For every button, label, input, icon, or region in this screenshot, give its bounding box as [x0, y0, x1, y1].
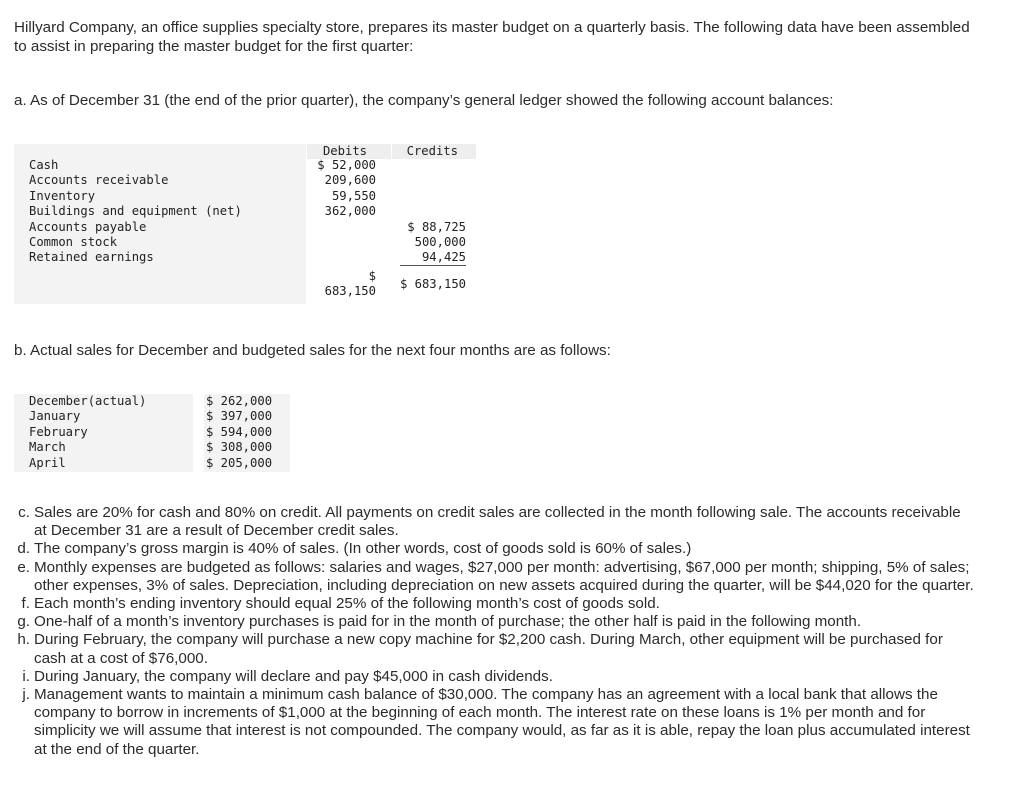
list-item [14, 504, 974, 540]
assumptions-list [14, 504, 974, 759]
debit-value: 362,000 [324, 204, 376, 219]
part-b-heading: b. Actual sales for December and budgeted sales for the next four months are as follows: [14, 342, 611, 359]
list-item [14, 668, 974, 686]
credits-header: Credits [406, 144, 458, 158]
item-text: Each month’s ending inventory should equal 25% of the following month’s cost of goods sold. [34, 595, 660, 613]
intro-paragraph: Hillyard Company, an office supplies specialty store, prepares its master budget on a quarterly basis. The following data have been assembled to assist in preparing the master budget for the first quarter: [14, 19, 970, 55]
credit-value: $ 88,725 [407, 219, 466, 234]
sales-month: January [29, 409, 81, 424]
sales-value: $ 205,000 [206, 455, 273, 470]
item-letter: g. [17, 613, 30, 631]
ledger-table [14, 144, 476, 304]
sales-value: $ 397,000 [206, 409, 273, 424]
item-text: One-half of a month’s inventory purchases is paid for in the month of purchase; the other half is paid in the following month. [34, 613, 862, 631]
sales-value: $ 262,000 [206, 394, 273, 408]
item-text: During February, the company will purchase a new copy machine for $2,200 cash. During March, other equipment will be purchased for cash at a cost of $76,000. [34, 631, 943, 667]
debits-header: Debits [322, 144, 367, 158]
credits-column [388, 220, 466, 266]
part-a-heading: a. As of December 31 (the end of the prior quarter), the company’s general ledger showed the following account balances: [14, 92, 834, 109]
item-text: Sales are 20% for cash and 80% on credit. All payments on credit sales are collected in the month following sale. The accounts receivable at December 31 are a result of December credit sales. [34, 504, 961, 540]
debits-column [304, 158, 376, 220]
sales-value: $ 308,000 [206, 440, 273, 455]
list-item [14, 686, 974, 759]
item-text: Monthly expenses are budgeted as follows: salaries and wages, $27,000 per month: advertising, $67,000 per month; shipping, 5% of sales; other expenses, 3% of sales. Depreciation, including depreciation on new assets acquired during the quarter, will be $44,020 for the quarter. [34, 558, 974, 594]
debit-value: 59,550 [331, 188, 376, 203]
ledger-shade-bottom [14, 266, 306, 304]
debit-total [304, 269, 376, 300]
debit-total-sign: $ [368, 269, 376, 283]
item-letter: j. [22, 686, 30, 704]
ledger-account-names [29, 158, 242, 266]
list-item [14, 631, 974, 667]
ledger-account: Inventory [29, 188, 96, 203]
debit-total-value: 683,150 [324, 284, 376, 299]
ledger-account: Cash [29, 158, 59, 172]
item-text: During January, the company will declare and pay $45,000 in cash dividends. [34, 667, 553, 685]
list-item [14, 613, 974, 631]
debit-value: $ 52,000 [317, 158, 376, 172]
credit-value: 94,425 [421, 250, 466, 265]
sales-month: December(actual) [29, 394, 147, 408]
credit-value: 500,000 [414, 235, 466, 249]
sales-value: $ 594,000 [206, 424, 273, 439]
sales-table [14, 394, 290, 472]
sales-month: April [29, 455, 66, 470]
credit-total: $ 683,150 [399, 277, 466, 291]
item-letter: f. [21, 595, 30, 613]
item-letter: h. [17, 631, 30, 649]
item-letter: e. [17, 558, 30, 576]
list-item [14, 540, 974, 558]
sales-month: March [29, 440, 66, 455]
ledger-account: Buildings and equipment (net) [29, 204, 242, 219]
ledger-account: Common stock [29, 235, 118, 250]
list-item [14, 595, 974, 613]
item-letter: d. [17, 540, 30, 558]
credits-total-rule [400, 265, 466, 266]
ledger-account: Accounts payable [29, 219, 147, 234]
item-text: The company’s gross margin is 40% of sales. (In other words, cost of goods sold is 60% of sales.) [34, 540, 692, 558]
sales-values [206, 394, 272, 471]
list-item [14, 559, 974, 595]
item-letter: c. [18, 504, 30, 521]
debit-value: 209,600 [324, 173, 376, 188]
item-text: Management wants to maintain a minimum cash balance of $30,000. The company has an agreement with a local bank that allows the company to borrow in increments of $1,000 at the beginning of each month. The interest rate on these loans is 1% per month and for simplicity we will assume that interest is not compounded. The company would, as far as it is able, repay the loan plus accumulated interest at the end of the quarter. [34, 686, 970, 758]
item-letter: i. [22, 667, 30, 685]
ledger-account: Retained earnings [29, 250, 154, 265]
ledger-account: Accounts receivable [29, 173, 169, 188]
sales-month: February [29, 424, 88, 439]
sales-months [29, 394, 146, 471]
